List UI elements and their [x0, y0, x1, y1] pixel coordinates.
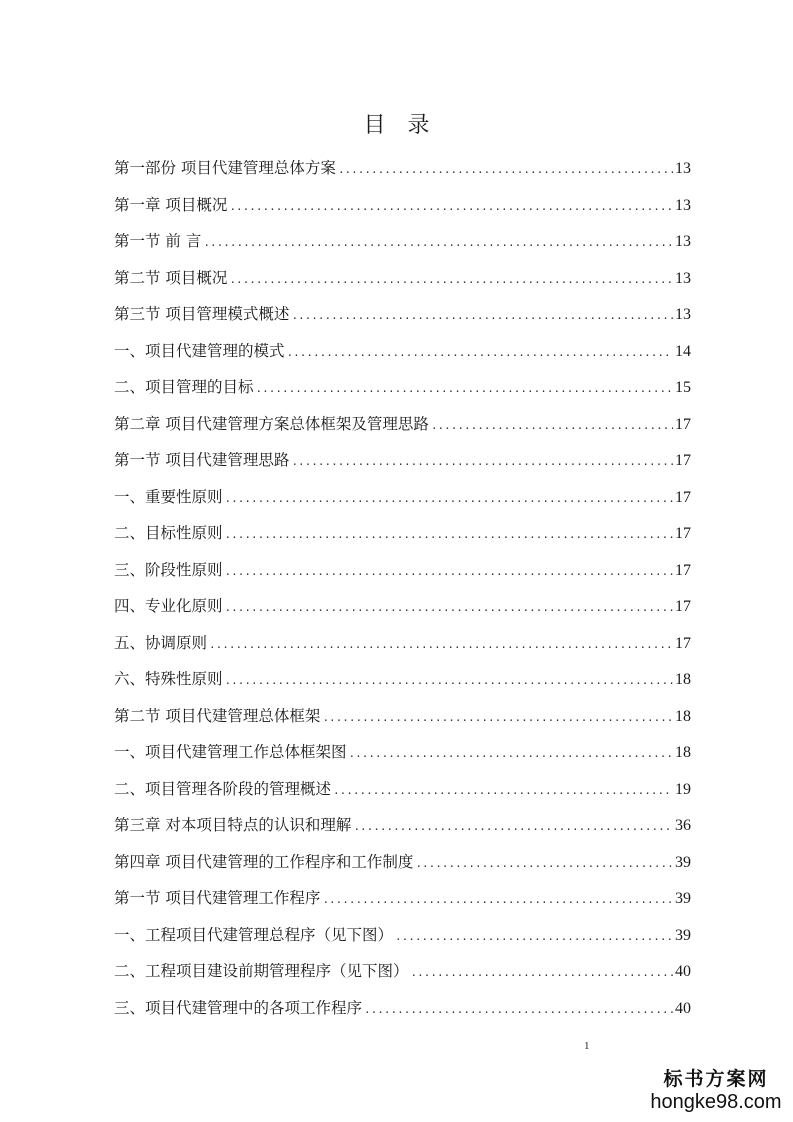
- toc-entry-label: 第一节 项目代建管理工作程序: [114, 889, 321, 907]
- toc-entry-label: 六、特殊性原则: [114, 670, 223, 688]
- toc-entry-label: 第三章 对本项目特点的认识和理解: [114, 816, 352, 834]
- toc-entry-label: 第二节 项目概况: [114, 268, 228, 287]
- toc-entry[interactable]: [114, 479, 691, 516]
- toc-entry-label: 一、重要性原则: [114, 487, 223, 506]
- toc-entry-label: 第一节 前 言: [114, 232, 202, 250]
- toc-entry[interactable]: [114, 150, 691, 187]
- dot-leader: [322, 700, 673, 737]
- dot-leader: [225, 554, 673, 591]
- dot-leader: [291, 444, 673, 481]
- toc-entry-label: 二、工程项目建设前期管理程序（见下图）: [114, 962, 409, 980]
- dot-leader: [411, 955, 673, 992]
- toc-entry-label: 第一部份 项目代建管理总体方案: [114, 159, 336, 177]
- toc-entry-label: 第二章 项目代建管理方案总体框架及管理思路: [114, 414, 429, 433]
- toc-entry-page: 18: [675, 707, 691, 725]
- toc-entry-label: 第一节 项目代建管理思路: [114, 451, 290, 469]
- toc-entry-label: 第三节 项目管理模式概述: [114, 305, 290, 323]
- toc-entry-page: 39: [675, 890, 691, 907]
- toc-title: [0, 108, 793, 139]
- toc-entry[interactable]: [114, 734, 691, 771]
- toc-entry[interactable]: [114, 625, 691, 662]
- dot-leader: [287, 335, 673, 372]
- toc-entry[interactable]: [114, 296, 691, 333]
- toc-entry[interactable]: [114, 880, 691, 917]
- toc-entry-page: 13: [675, 269, 691, 287]
- toc-entry-label: 一、项目代建管理工作总体框架图: [114, 743, 347, 761]
- dot-leader: [395, 919, 673, 956]
- toc-entry[interactable]: [114, 442, 691, 479]
- dot-leader: [229, 262, 673, 299]
- toc-entry-label: 三、项目代建管理中的各项工作程序: [114, 998, 363, 1017]
- watermark-name: 标书方案网: [663, 1068, 769, 1090]
- toc-entry-label: 第一章 项目概况: [114, 195, 228, 214]
- dot-leader: [353, 809, 673, 846]
- dot-leader: [209, 627, 673, 664]
- toc-entry[interactable]: [114, 953, 691, 990]
- dot-leader: [431, 408, 673, 445]
- watermark: [642, 1068, 790, 1114]
- toc-entry-page: 40: [675, 963, 691, 980]
- page-number: 1: [584, 1040, 590, 1052]
- toc-entry-label: 二、目标性原则: [114, 524, 223, 542]
- toc-entry-page: 40: [675, 999, 691, 1017]
- dot-leader: [322, 882, 673, 919]
- dot-leader: [364, 992, 673, 1029]
- toc-entry[interactable]: [114, 844, 691, 881]
- toc-entry[interactable]: [114, 333, 691, 370]
- dot-leader: [229, 189, 673, 226]
- toc-entry-label: 一、工程项目代建管理总程序（见下图）: [114, 925, 394, 944]
- dot-leader: [338, 152, 673, 189]
- toc-entry-page: 13: [675, 160, 691, 177]
- toc-entry[interactable]: [114, 223, 691, 260]
- toc-title-char: 录: [407, 113, 430, 138]
- toc-entry[interactable]: [114, 552, 691, 589]
- toc-entry[interactable]: [114, 698, 691, 735]
- toc-entry[interactable]: [114, 260, 691, 297]
- toc-entry[interactable]: [114, 515, 691, 552]
- dot-leader: [225, 517, 673, 554]
- toc-entry[interactable]: [114, 990, 691, 1027]
- dot-leader: [256, 371, 673, 408]
- toc-entry-page: 17: [675, 452, 691, 469]
- toc-entry-label: 二、项目管理的目标: [114, 378, 254, 396]
- toc-entry-page: 14: [675, 342, 691, 360]
- toc-entry-page: 18: [675, 744, 691, 761]
- toc-entry-page: 17: [675, 488, 691, 506]
- toc-entry-label: 四、专业化原则: [114, 597, 223, 615]
- toc-entry-label: 二、项目管理各阶段的管理概述: [114, 779, 332, 798]
- watermark-url: hongke98.com: [650, 1091, 782, 1113]
- toc-entry-label: 第四章 项目代建管理的工作程序和工作制度: [114, 852, 414, 871]
- toc-entry-page: 15: [675, 379, 691, 396]
- toc-title-char: 目: [363, 113, 386, 138]
- toc-entry-page: 17: [675, 561, 691, 579]
- toc-entry[interactable]: [114, 771, 691, 808]
- toc-entry-page: 13: [675, 233, 691, 250]
- toc-entry[interactable]: [114, 406, 691, 443]
- toc-entry[interactable]: [114, 807, 691, 844]
- toc-entry[interactable]: [114, 661, 691, 698]
- dot-leader: [225, 663, 673, 700]
- toc-entry-page: 17: [675, 598, 691, 615]
- toc-entry-page: 18: [675, 671, 691, 688]
- toc-list: [114, 150, 691, 1026]
- toc-entry[interactable]: [114, 917, 691, 954]
- toc-entry-label: 第二节 项目代建管理总体框架: [114, 706, 321, 725]
- toc-entry[interactable]: [114, 588, 691, 625]
- dot-leader: [225, 481, 673, 518]
- toc-entry-page: 17: [675, 415, 691, 433]
- toc-entry-page: 39: [675, 853, 691, 871]
- dot-leader: [291, 298, 673, 335]
- toc-entry[interactable]: [114, 187, 691, 224]
- toc-entry-page: 13: [675, 306, 691, 323]
- dot-leader: [203, 225, 673, 262]
- dot-leader: [333, 773, 673, 810]
- toc-entry-page: 13: [675, 196, 691, 214]
- toc-entry-page: 19: [675, 780, 691, 798]
- toc-entry-page: 17: [675, 525, 691, 542]
- toc-entry-page: 39: [675, 926, 691, 944]
- toc-entry-page: 36: [675, 817, 691, 834]
- toc-entry-label: 一、项目代建管理的模式: [114, 341, 285, 360]
- dot-leader: [225, 590, 673, 627]
- toc-entry[interactable]: [114, 369, 691, 406]
- dot-leader: [415, 846, 673, 883]
- toc-entry-label: 三、阶段性原则: [114, 560, 223, 579]
- toc-entry-label: 五、协调原则: [114, 633, 208, 652]
- dot-leader: [349, 736, 673, 773]
- toc-entry-page: 17: [675, 634, 691, 652]
